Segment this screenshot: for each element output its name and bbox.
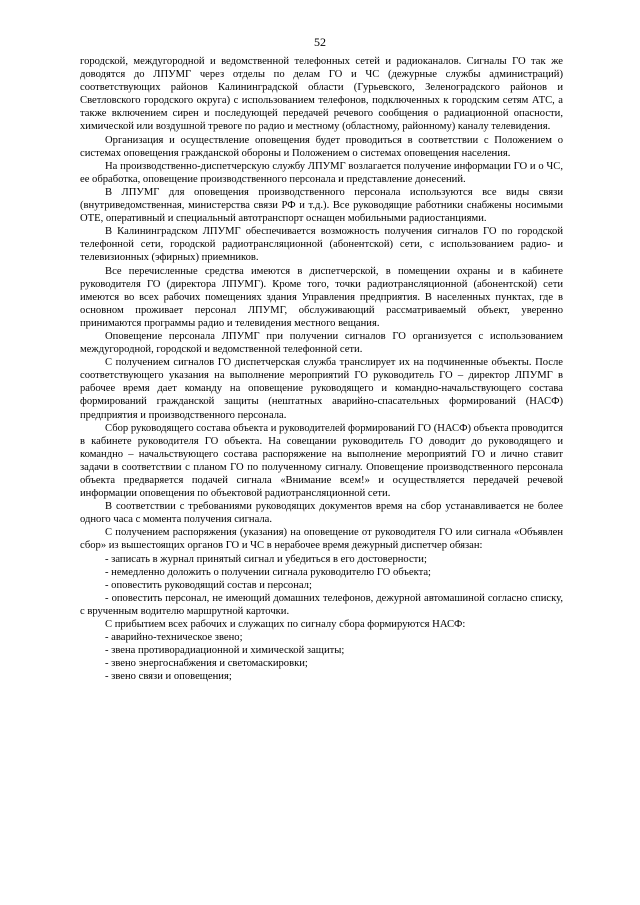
paragraph: Оповещение персонала ЛПУМГ при получении сигналов ГО организуется с использованием междугородной, городской и ведомственной телефонной сети. bbox=[80, 330, 563, 356]
paragraph: Сбор руководящего состава объекта и руководителей формирований ГО (НАСФ) объекта проводится в кабинете руководителя ГО объекта. На совещании руководитель ГО доводит до руководящего и командно – начальствующего состава распоряжение на выполнение мероприятий ГО и лично ставит задачи в соответствии с планом ГО по полученному сигналу. Оповещение производственного персонала объекта предваряется подачей сигнала «Внимание всем!» и осуществляется передачей речевой информации оповещения по объектовой радиотрансляционной сети. bbox=[80, 422, 563, 500]
paragraph: На производственно-диспетчерскую службу ЛПУМГ возлагается получение информации ГО и о ЧС, ее обработка, оповещение производственного персонала и представление донесений. bbox=[80, 160, 563, 185]
paragraph-continuation: городской, междугородной и ведомственной телефонных сетей и радиоканалов. Сигналы ГО так же доводятся до ЛПУМГ через отделы по делам ГО и ЧС (дежурные службы администраций) соответствующих районов Калининградской области (Гурьевского, Зеленоградского районов и Светловского городского округа) с использованием телефонов, подключенных к городским сетям АТС, а также включением сирен и последующей передачей речевого сообщения о радиационной опасности, химической или воздушной тревоге по радио и местному (областному, районному) каналу телевидения. bbox=[80, 56, 563, 133]
paragraph: С получением сигналов ГО диспетчерская служба транслирует их на подчиненные объекты. После соответствующего указания на выполнение мероприятий ГО руководитель ГО – директор ЛПУМГ в рабочее время дает команду на оповещение руководящего и командно-начальствующего состава формирований гражданской защиты (нештатных аварийно-спасательных формирований (НАСФ) предприятия и производственного персонала. bbox=[80, 357, 563, 421]
paragraph: В Калининградском ЛПУМГ обеспечивается возможность получения сигналов ГО по городской телефонной сети, городской радиотрансляционной (абонентской) сети, с использованием радио- и телевизионных (эфирных) приемников. bbox=[80, 226, 563, 264]
paragraph: С получением распоряжения (указания) на оповещение от руководителя ГО или сигнала «Объявлен сбор» из вышестоящих органов ГО и ЧС в нерабочее время дежурный диспетчер обязан: bbox=[80, 527, 563, 552]
paragraph: В соответствии с требованиями руководящих документов время на сбор устанавливается не более одного часа с момента получения сигнала. bbox=[80, 501, 563, 526]
nasf-list-item: - звена противорадиационной и химической защиты; bbox=[105, 645, 345, 657]
paragraph: Организация и осуществление оповещения будет проводиться в соответствии с Положением о системах оповещения гражданской обороны и Положением о системах оповещения населения. bbox=[80, 134, 563, 159]
duty-list-item: - оповестить персонал, не имеющий домашних телефонов, дежурной автомашиной согласно списку, с врученным водителю маршрутной карточки. bbox=[80, 592, 563, 617]
document-body bbox=[80, 55, 563, 684]
nasf-list-item: - звено энергоснабжения и светомаскировки; bbox=[105, 658, 308, 670]
paragraph: Все перечисленные средства имеются в диспетчерской, в помещении охраны и в кабинете руководителя ГО (директора ЛПУМГ). Кроме того, точки радиотрансляционной (абонентской) сети имеются во всех рабочих помещениях здания Управления предприятия. В населенных пунктах, где в основном проживает персонал ЛПУМГ, обслуживающий рассматриваемый объект, уверенно принимаются программы радио и телевидения местного вещания. bbox=[80, 265, 563, 329]
nasf-list-item: - звено связи и оповещения; bbox=[105, 671, 232, 683]
nasf-intro-paragraph: С прибытием всех рабочих и служащих по сигналу сбора формируются НАСФ: bbox=[105, 619, 466, 631]
duty-list-item: - оповестить руководящий состав и персонал; bbox=[105, 579, 312, 591]
duty-list-item: - записать в журнал принятый сигнал и убедиться в его достоверности; bbox=[105, 553, 427, 565]
page-number: 52 bbox=[314, 35, 326, 49]
duty-list-item: - немедленно доложить о получении сигнала руководителю ГО объекта; bbox=[105, 566, 431, 578]
paragraph: В ЛПУМГ для оповещения производственного персонала используются все виды связи (внутриведомственная, министерства связи РФ и т.д.). Все руководящие работники снабжены носимыми ОТЕ, оперативный и специальный автотранспорт оснащен мобильными радиостанциями. bbox=[80, 186, 563, 225]
nasf-list-item: - аварийно-техническое звено; bbox=[105, 632, 243, 644]
